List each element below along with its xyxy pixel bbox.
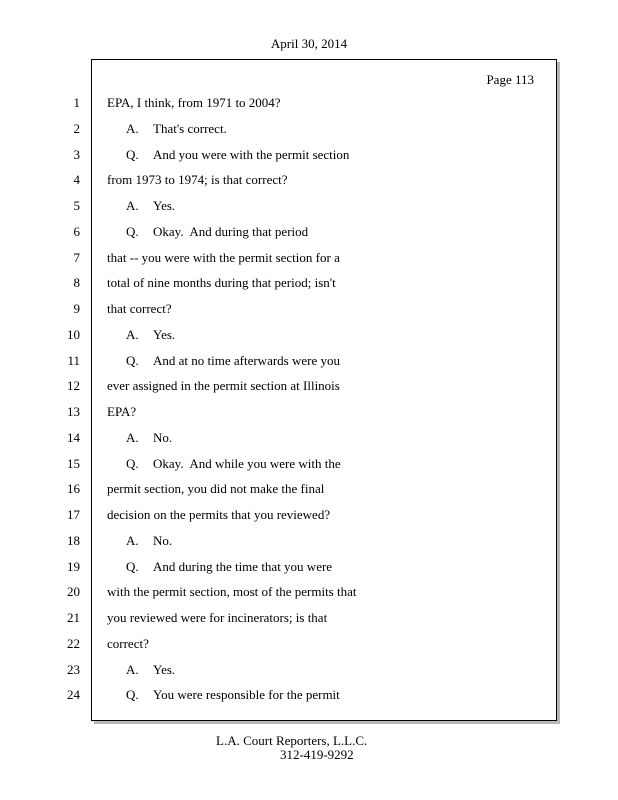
footer-company: L.A. Court Reporters, L.L.C. <box>216 733 368 748</box>
line-number: 14 <box>67 430 80 445</box>
line-content: with the permit section, most of the permits that <box>107 584 357 599</box>
transcript-line <box>126 224 308 240</box>
transcript-line <box>126 430 172 446</box>
transcript-line <box>107 172 288 188</box>
line-content: permit section, you did not make the final <box>107 481 325 496</box>
speaker-label: A. <box>126 533 139 548</box>
line-number: 8 <box>73 275 80 290</box>
line-number: 24 <box>67 687 80 702</box>
transcript-line <box>107 95 281 111</box>
line-number: 23 <box>67 662 80 677</box>
line-number: 16 <box>67 481 80 496</box>
speaker-label: A. <box>126 662 139 677</box>
line-content: And you were with the permit section <box>153 147 350 162</box>
speaker-label: Q. <box>126 687 139 702</box>
transcript-line <box>107 250 340 266</box>
footer-phone: 312-419-9292 <box>280 747 354 762</box>
line-number: 12 <box>67 378 80 393</box>
line-number: 11 <box>67 353 80 368</box>
line-content: ever assigned in the permit section at Illinois <box>107 378 340 393</box>
line-content: That's correct. <box>153 121 227 136</box>
transcript-line <box>126 559 332 575</box>
line-number: 4 <box>73 172 80 187</box>
transcript-line <box>107 507 330 523</box>
line-number: 10 <box>67 327 80 342</box>
line-number: 17 <box>67 507 80 522</box>
speaker-label: Q. <box>126 353 139 368</box>
line-number: 20 <box>67 584 80 599</box>
speaker-label: A. <box>126 430 139 445</box>
speaker-label: Q. <box>126 456 139 471</box>
transcript-line <box>126 121 227 137</box>
speaker-label: Q. <box>126 147 139 162</box>
transcript-line <box>126 662 175 678</box>
line-number: 22 <box>67 636 80 651</box>
line-content: No. <box>153 533 173 548</box>
transcript-line <box>107 481 324 497</box>
line-number: 19 <box>67 559 80 574</box>
line-content: Yes. <box>153 198 176 213</box>
line-content: that -- you were with the permit section for a <box>107 250 340 265</box>
speaker-label: Q. <box>126 224 139 239</box>
line-content: No. <box>153 430 173 445</box>
transcript-line <box>126 198 175 214</box>
transcript-line <box>126 147 349 163</box>
line-content: Yes. <box>153 662 176 677</box>
line-number: 2 <box>73 121 80 136</box>
line-number: 6 <box>73 224 80 239</box>
speaker-label: A. <box>126 327 139 342</box>
line-content: Okay. And during that period <box>153 224 309 239</box>
line-content: you reviewed were for incinerators; is that <box>107 610 328 625</box>
transcript-line <box>107 301 172 317</box>
page-number: Page 113 <box>486 72 534 87</box>
speaker-label: A. <box>126 198 139 213</box>
transcript-line <box>126 687 340 703</box>
transcript-line <box>107 636 149 652</box>
transcript-line <box>107 584 356 600</box>
line-content: You were responsible for the permit <box>153 687 340 702</box>
transcript-line <box>107 610 327 626</box>
line-content: And during the time that you were <box>153 559 333 574</box>
speaker-label: A. <box>126 121 139 136</box>
line-content: correct? <box>107 636 149 651</box>
line-number: 13 <box>67 404 80 419</box>
transcript-line <box>107 378 340 394</box>
line-content: from 1973 to 1974; is that correct? <box>107 172 288 187</box>
transcript-line <box>126 533 172 549</box>
line-number: 21 <box>67 610 80 625</box>
line-content: decision on the permits that you reviewed? <box>107 507 331 522</box>
line-number: 7 <box>73 250 80 265</box>
line-number: 5 <box>73 198 80 213</box>
line-number: 9 <box>73 301 80 316</box>
line-content: EPA? <box>107 404 137 419</box>
line-content: total of nine months during that period; isn't <box>107 275 336 290</box>
line-content: that correct? <box>107 301 172 316</box>
speaker-label: Q. <box>126 559 139 574</box>
line-number: 18 <box>67 533 80 548</box>
transcript-line <box>126 327 175 343</box>
line-number: 15 <box>67 456 80 471</box>
line-content: And at no time afterwards were you <box>153 353 340 368</box>
transcript-line <box>126 456 341 472</box>
transcript-date: April 30, 2014 <box>270 36 348 51</box>
transcript-line <box>107 404 136 420</box>
line-number: 3 <box>73 147 80 162</box>
transcript-line <box>126 353 340 369</box>
line-content: EPA, I think, from 1971 to 2004? <box>107 95 281 110</box>
line-number: 1 <box>73 95 80 110</box>
line-content: Okay. And while you were with the <box>153 456 341 471</box>
line-content: Yes. <box>153 327 176 342</box>
transcript-line <box>107 275 336 291</box>
